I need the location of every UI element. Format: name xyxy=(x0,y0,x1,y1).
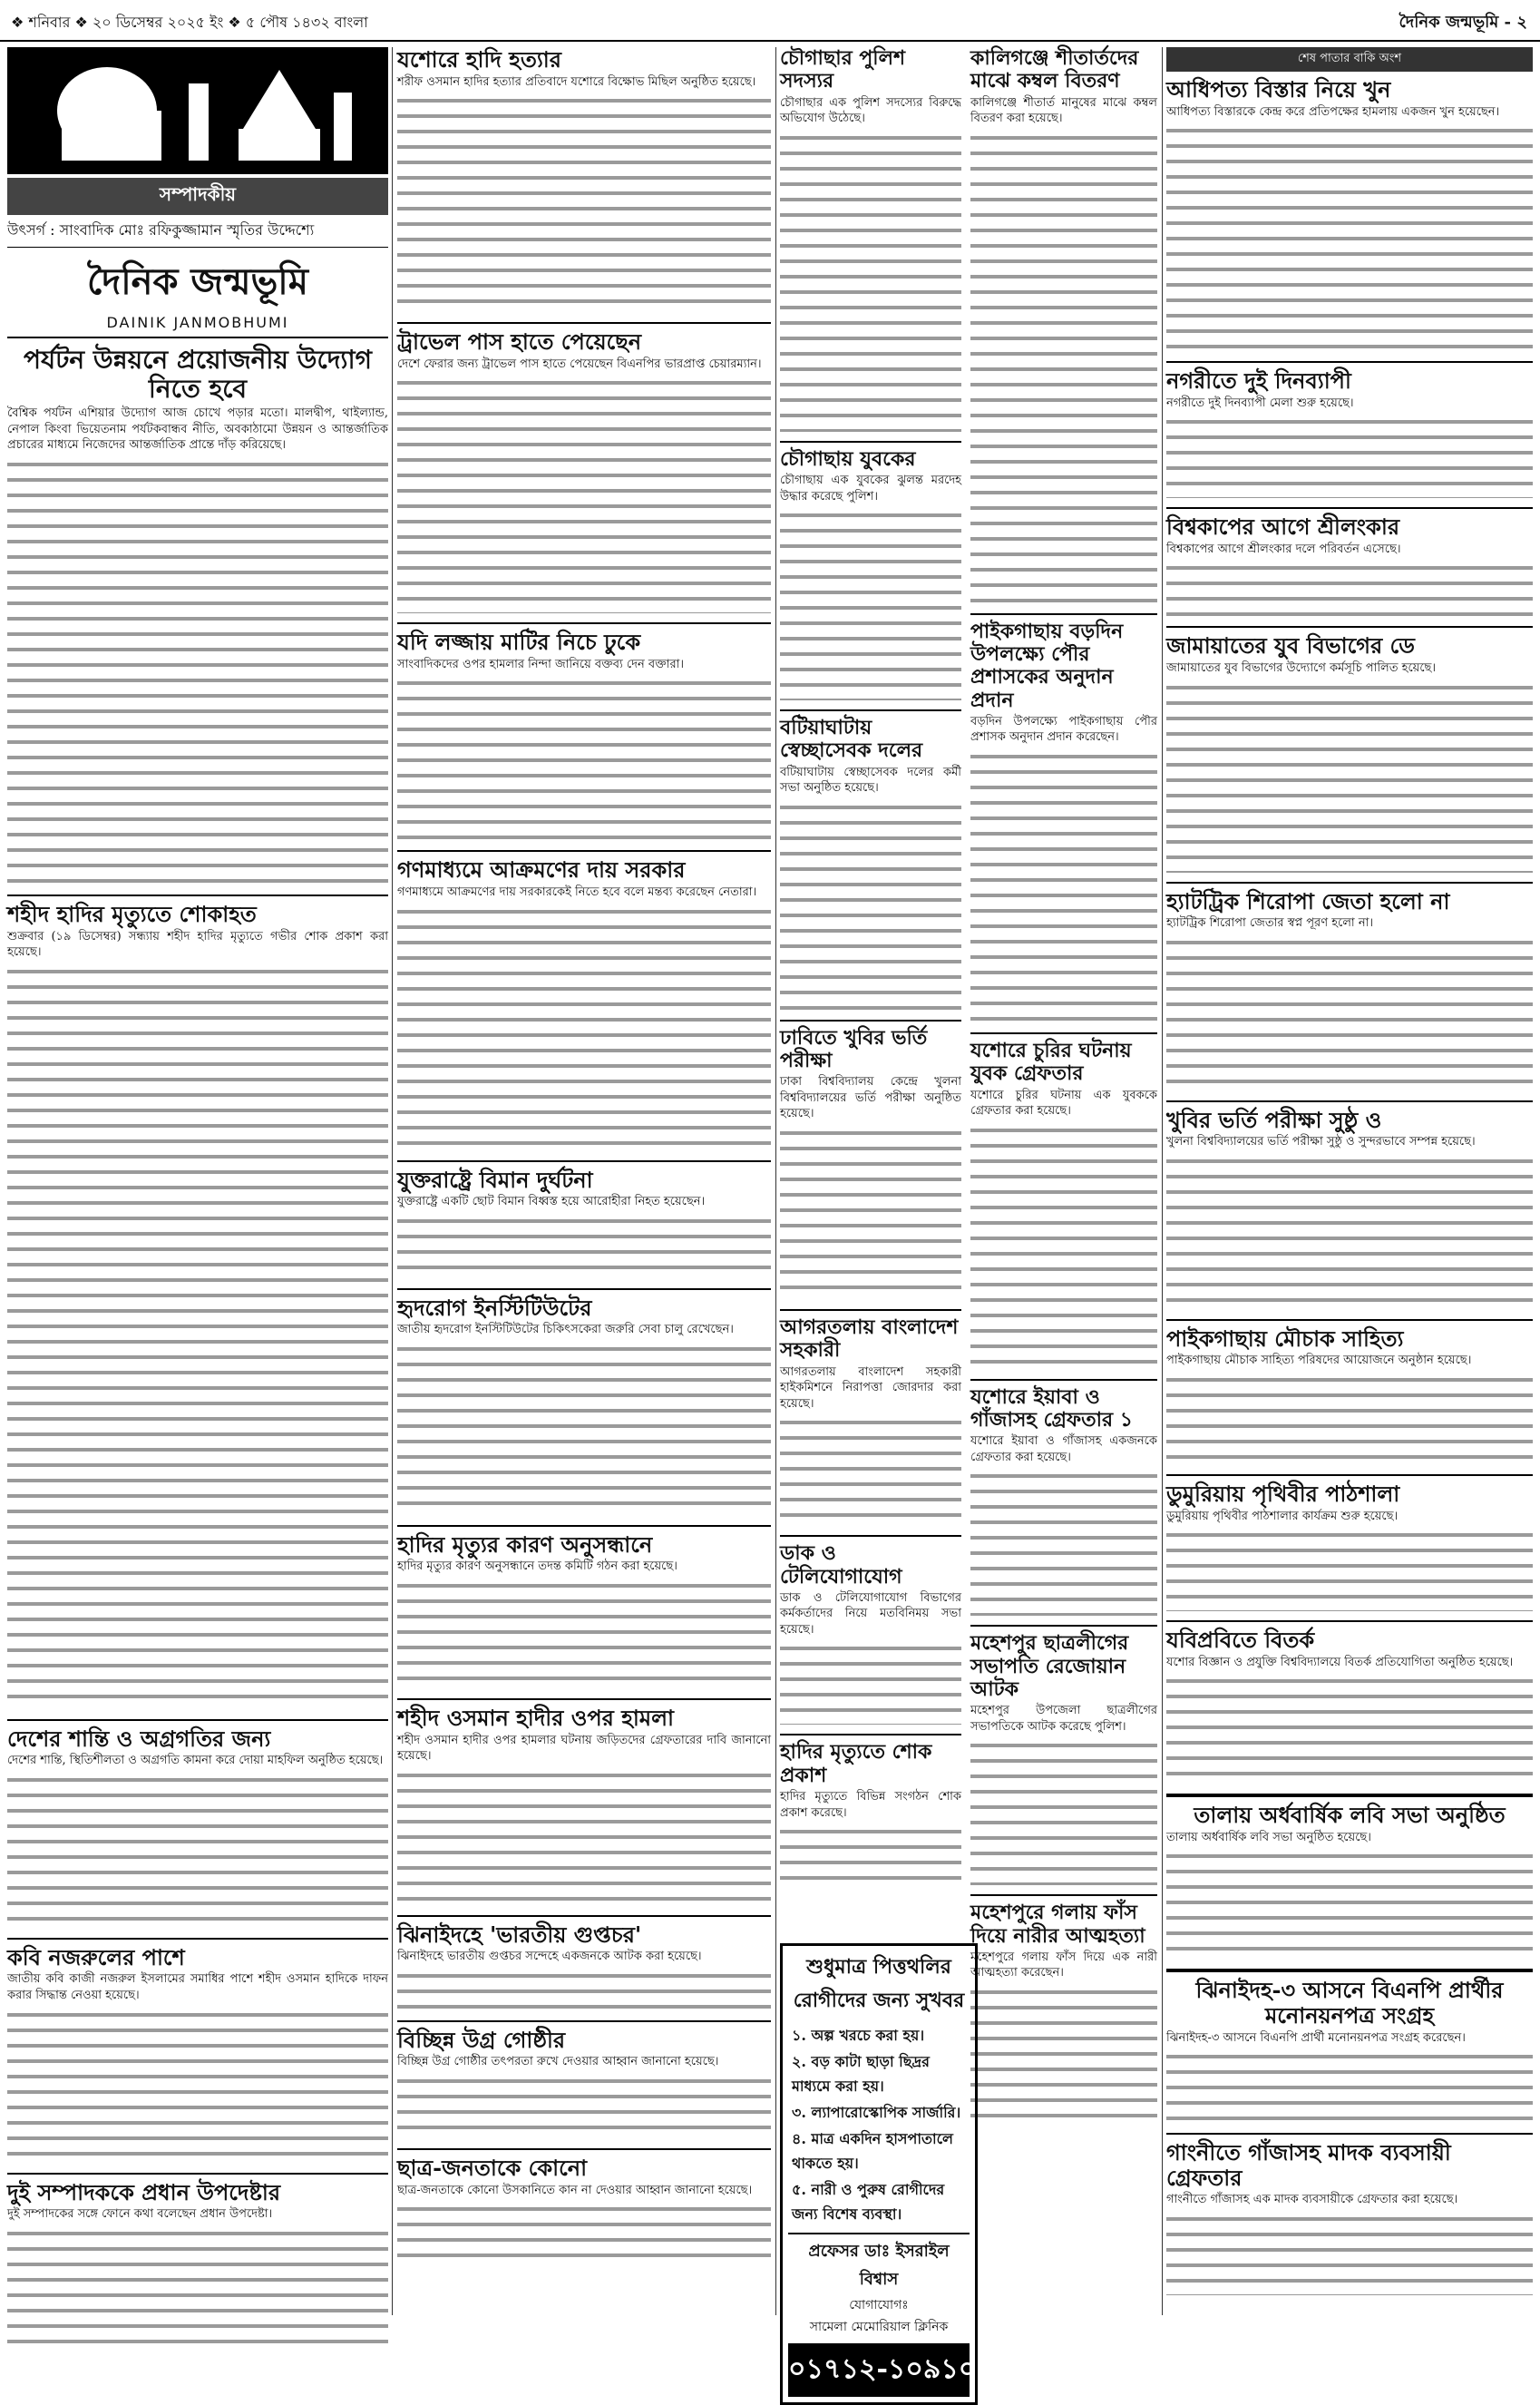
headline: জামায়াতের যুব বিভাগের ডে xyxy=(1166,632,1415,660)
editorial-body xyxy=(7,459,388,885)
article-body xyxy=(397,377,771,613)
headline: তালায় অর্ধবার্ষিক লবি সভা অনুষ্ঠিত xyxy=(1194,1802,1506,1829)
article-lead: জাতীয় হৃদরোগ ইনস্টিটিউটের চিকিৎসকেরা জরুরি সেবা চালু রেখেছেন। xyxy=(397,1323,734,1337)
article-body xyxy=(1166,1851,1533,1960)
column-divider xyxy=(392,47,393,2315)
article-body xyxy=(397,1770,771,1906)
article-body xyxy=(1166,2214,1533,2295)
ad-clinic: সামেলা মেমোরিয়াল ক্লিনিক xyxy=(809,2320,949,2334)
headline: শহীদ হাদির মৃত্যুতে শোকাহত xyxy=(7,901,257,928)
editorial-banner xyxy=(7,47,388,174)
ad-contact-label: যোগাযোগঃ xyxy=(849,2298,909,2312)
article-lead: যশোর বিজ্ঞান ও প্রযুক্তি বিশ্ববিদ্যালয়ে বিতর্ক প্রতিযোগিতা অনুষ্ঠিত হয়েছে। xyxy=(1166,1655,1514,1669)
article-body xyxy=(780,1826,961,1890)
article-lead: যুক্তরাষ্ট্রে একটি ছোট বিমান বিধ্বস্ত হয়ে আরোহীরা নিহত হয়েছেন। xyxy=(397,1195,706,1209)
editorial-label: সম্পাদকীয় xyxy=(7,178,388,215)
ad-doctor: প্রফেসর ডাঃ ইসরাইল বিশ্বাস xyxy=(788,2233,970,2294)
editorial-lead: বৈশ্বিক পর্যটন এশিয়ার উদ্যোগ আজ চোখে পড়ার মতো। মালদ্বীপ, থাইল্যান্ড, নেপাল কিংবা ভিয়েতনাম পর্যটকবান্ধব নীতি, অবকাঠামো উন্নয়ন ও আন্তর্জাতিক প্রচারের মাধ্যমে নিজেদের আন্তর্জাতিক প্রান্তে দাঁড় করিয়েছে। xyxy=(7,406,388,453)
dedication-line: উৎসর্গ : সাংবাদিক মোঃ রফিকুজ্জামান স্মৃতির উদ্দেশ্যে xyxy=(7,215,388,248)
column-divider xyxy=(775,47,776,2315)
article-body xyxy=(780,1643,961,1725)
article-body xyxy=(7,966,388,1710)
ad-item: ৪. মাত্র একদিন হাসপাতালে থাকতে হয়। xyxy=(792,2130,953,2172)
article-lead: আধিপত্য বিস্তারকে কেন্দ্র করে প্রতিপক্ষের হামলায় একজন খুন হয়েছেন। xyxy=(1166,104,1500,119)
headline: পাইকগাছায় বড়দিন উপলক্ষ্যে পৌর প্রশাসকের অনুদান প্রদান xyxy=(970,619,1124,712)
headline: মহেশপুর ছাত্রলীগের সভাপতি রেজোয়ান আটক xyxy=(970,1631,1129,1701)
article-lead: দেশে ফেরার জন্য ট্রাভেল পাস হাতে পেয়েছেন বিএনপির ভারপ্রাপ্ত চেয়ারম্যান। xyxy=(397,357,762,371)
article-lead: শুক্রবার (১৯ ডিসেম্বর) সন্ধ্যায় শহীদ হাদির মৃত্যুতে গভীর শোক প্রকাশ করা হয়েছে। xyxy=(7,929,388,960)
article-body xyxy=(1166,2051,1533,2124)
article-lead: চৌগাছার এক পুলিশ সদস্যের বিরুদ্ধে অভিযোগ উঠেছে। xyxy=(780,95,961,126)
news-column-4 xyxy=(1166,47,1533,2304)
headline: শহীদ ওসমান হাদীর ওপর হামলা xyxy=(397,1704,674,1731)
article-body xyxy=(397,906,771,1151)
headline: মহেশপুরে গলায় ফাঁস দিয়ে নারীর আত্মহত্যা xyxy=(970,1901,1145,1948)
mosque-silhouette-icon xyxy=(7,47,388,174)
headline: পাইকগাছায় মৌচাক সাহিত্য xyxy=(1166,1325,1404,1352)
masthead xyxy=(7,248,388,338)
article-body xyxy=(7,1774,388,1929)
article-body xyxy=(397,2076,771,2139)
ad-item: ৩. ল্যাপারোস্কোপিক সার্জারি। xyxy=(792,2104,961,2121)
headline: নগরীতে দুই দিনব্যাপী xyxy=(1166,367,1351,395)
article-lead: হ্যাটট্রিক শিরোপা জেতার স্বপ্ন পূরণ হলো না। xyxy=(1166,916,1374,931)
article-body xyxy=(397,678,771,841)
article-lead: আগরতলায় বাংলাদেশ সহকারী হাইকমিশনে নিরাপত্তা জোরদার করা হয়েছে। xyxy=(780,1364,961,1411)
editorial-title: পর্যটন উন্নয়নে প্রয়োজনীয় উদ্যোগ নিতে হবে xyxy=(24,345,372,405)
article-body xyxy=(780,1128,961,1300)
ad-item: ৫. নারী ও পুরুষ রোগীদের জন্য বিশেষ ব্যবস্থা। xyxy=(792,2181,945,2223)
article-lead: সাংবাদিকদের ওপর হামলার নিন্দা জানিয়ে বক্তব্য দেন বক্তারা। xyxy=(397,657,685,671)
headline: দেশের শান্তি ও অগ্রগতির জন্য xyxy=(7,1725,271,1752)
article-lead: বিচ্ছিন্ন উগ্র গোষ্ঠীর তৎপরতা রুখে দেওয়ার আহ্বান জানানো হয়েছে। xyxy=(397,2055,719,2069)
continued-label: শেষ পাতার বাকি অংশ xyxy=(1166,47,1533,72)
headline: গাংনীতে গাঁজাসহ মাদক ব্যবসায়ী গ্রেফতার xyxy=(1166,2139,1451,2191)
headline: কালিগঞ্জে শীতার্তদের মাঝে কম্বল বিতরণ xyxy=(970,46,1139,93)
article-lead: ঝিনাইদহে ভারতীয় গুপ্তচর সন্দেহে একজনকে আটক করা হয়েছে। xyxy=(397,1950,702,1964)
headline: যবিপ্রবিতে বিতর্ক xyxy=(1166,1627,1315,1654)
article-body xyxy=(397,1970,771,2011)
article-lead: জাতীয় কবি কাজী নজরুল ইসলামের সমাধির পাশে শহীদ ওসমান হাদিকে দাফন করার সিদ্ধান্ত নেওয়া হয়েছে। xyxy=(7,1972,388,2002)
article-lead: ডাক ও টেলিযোগাযোগ বিভাগের কর্মকর্তাদের নিয়ে মতবিনিময় সভা হয়েছে। xyxy=(780,1590,961,1637)
article-lead: দেশের শান্তি, স্থিতিশীলতা ও অগ্রগতি কামনা করে দোয়া মাহফিল অনুষ্ঠিত হয়েছে। xyxy=(7,1754,384,1768)
masthead-english: DAINIK JANMOBHUMI xyxy=(106,314,289,331)
issue-date: ❖ শনিবার ❖ ২০ ডিসেম্বর ২০২৫ ইং ❖ ৫ পৌষ ১৪৩২ বাংলা xyxy=(11,14,368,31)
article-lead: নগরীতে দুই দিনব্যাপী মেলা শুরু হয়েছে। xyxy=(1166,396,1354,410)
article-lead: যশোরে ইয়াবা ও গাঁজাসহ একজনকে গ্রেফতার করা হয়েছে। xyxy=(970,1434,1157,1464)
article-lead: বিশ্বকাপের আগে শ্রীলংকার দলে পরিবর্তন এসেছে। xyxy=(1166,542,1401,556)
article-body xyxy=(780,510,961,700)
article-body xyxy=(970,1987,1157,2123)
article-lead: হাদির মৃত্যুর কারণ অনুসন্ধানে তদন্ত কমিটি গঠন করা হয়েছে। xyxy=(397,1559,677,1574)
column-divider xyxy=(1162,47,1163,2315)
article-lead: বটিয়াঘাটায় স্বেচ্ছাসেবক দলের কর্মী সভা অনুষ্ঠিত হয়েছে। xyxy=(780,765,961,796)
article-body xyxy=(397,1344,771,1516)
headline: বিশ্বকাপের আগে শ্রীলংকার xyxy=(1166,513,1400,541)
ad-title: শুধুমাত্র পিত্তথলির রোগীদের জন্য সুখবর xyxy=(793,1955,965,2012)
ad-phone: ০১৭১২-১০৯১০০ xyxy=(788,2343,970,2397)
article-lead: গণমাধ্যমে আক্রমণের দায় সরকারকেই নিতে হবে বলে মন্তব্য করেছেন নেতারা। xyxy=(397,885,757,900)
article-lead: শরীফ ওসমান হাদির হত্যার প্রতিবাদে যশোরে বিক্ষোভ মিছিল অনুষ্ঠিত হয়েছে। xyxy=(397,74,756,89)
headline: চৌগাছার পুলিশ সদস্যর xyxy=(780,46,905,93)
headline: হ্যাটট্রিক শিরোপা জেতা হলো না xyxy=(1166,887,1450,914)
headline: যশোরে ইয়াবা ও গাঁজাসহ গ্রেফতার ১ xyxy=(970,1384,1134,1432)
article-lead: তালায় অর্ধবার্ষিক লবি সভা অনুষ্ঠিত হয়েছে। xyxy=(1166,1830,1371,1844)
article-lead: মহেশপুর উপজেলা ছাত্রলীগের সভাপতিকে আটক করেছে পুলিশ। xyxy=(970,1704,1157,1734)
headline: ঝিনাইদহ-৩ আসনে বিএনপি প্রার্থীর মনোনয়নপত্র সংগ্রহ xyxy=(1195,1977,1504,2029)
article-body xyxy=(780,802,961,1011)
headline: হাদির মৃত্যুতে শোক প্রকাশ xyxy=(780,1740,932,1787)
headline: ডাক ও টেলিযোগাযোগ xyxy=(780,1541,902,1589)
article-lead: পাইকগাছায় মৌচাক সাহিত্য পরিষদের আয়োজনে অনুষ্ঠান হয়েছে। xyxy=(1166,1354,1472,1368)
article-body xyxy=(1166,562,1533,617)
ad-item: ২. বড় কাটা ছাড়া ছিদ্রর মাধ্যমে করা হয়। xyxy=(792,2053,930,2095)
headline: আধিপত্য বিস্তার নিয়ে খুন xyxy=(1166,76,1391,103)
article-lead: যশোরে চুরির ঘটনায় এক যুবককে গ্রেফতার করা হয়েছে। xyxy=(970,1088,1157,1119)
article-lead: বড়দিন উপলক্ষ্যে পাইকগাছায় পৌর প্রশাসক অনুদান প্রদান করেছেন। xyxy=(970,714,1157,745)
article-body xyxy=(970,1125,1157,1370)
clinic-advertisement xyxy=(780,1943,994,2405)
article-body xyxy=(1166,416,1533,498)
article-lead: শহীদ ওসমান হাদীর ওপর হামলার ঘটনায় জড়িতদের গ্রেফতারের দাবি জানানো হয়েছে। xyxy=(397,1733,771,1764)
article-lead: ঢাকা বিশ্ববিদ্যালয় কেন্দ্রে খুলনা বিশ্ববিদ্যালয়ের ভর্তি পরীক্ষা অনুষ্ঠিত হয়েছে। xyxy=(780,1075,961,1121)
article-lead: কালিগঞ্জে শীতার্ত মানুষের মাঝে কম্বল বিতরণ করা হয়েছে। xyxy=(970,95,1157,126)
headline: যশোরে চুরির ঘটনায় যুবক গ্রেফতার xyxy=(970,1038,1132,1086)
article-body xyxy=(970,132,1157,604)
article-body xyxy=(1166,937,1533,1091)
page-header xyxy=(0,0,1540,42)
article-lead: দুই সম্পাদকের সঙ্গে ফোনে কথা বলেছেন প্রধান উপদেষ্টা। xyxy=(7,2207,273,2222)
article-body xyxy=(397,2204,771,2258)
headline: চৌগাছায় যুবকের xyxy=(780,446,916,471)
article-lead: ছাত্র-জনতাকে কোনো উসকানিতে কান না দেওয়ার আহ্বান জানানো হয়েছে। xyxy=(397,2183,753,2197)
article-body xyxy=(397,1216,771,1279)
headline: ডুমুরিয়ায় পৃথিবীর পাঠশালা xyxy=(1166,1480,1400,1507)
article-body xyxy=(780,1417,961,1526)
article-body xyxy=(1166,1374,1533,1465)
article-lead: ডুমুরিয়ায় পৃথিবীর পাঠশালার কার্যক্রম শুরু হয়েছে। xyxy=(1166,1509,1399,1523)
headline: বিচ্ছিন্ন উগ্র গোষ্ঠীর xyxy=(397,2026,566,2053)
article-body xyxy=(970,1471,1157,1616)
headline: কবি নজরুলের পাশে xyxy=(7,1943,185,1970)
article-body xyxy=(7,2228,388,2355)
article-body xyxy=(1166,125,1533,352)
news-column-2 xyxy=(397,47,771,2267)
article-body xyxy=(7,2009,388,2164)
headline: হৃদরোগ ইনস্টিটিউটের xyxy=(397,1294,592,1321)
article-body xyxy=(970,1740,1157,1885)
article-lead: গাংনীতে গাঁজাসহ এক মাদক ব্যবসায়ীকে গ্রেফতার করা হয়েছে। xyxy=(1166,2193,1458,2207)
headline: দুই সম্পাদককে প্রধান উপদেষ্টার xyxy=(7,2178,281,2205)
article-body xyxy=(970,751,1157,1023)
article-lead: জামায়াতের যুব বিভাগের উদ্যোগে কর্মসূচি পালিত হয়েছে। xyxy=(1166,661,1437,676)
article-lead: হাদির মৃত্যুতে বিভিন্ন সংগঠন শোক প্রকাশ করেছে। xyxy=(780,1790,961,1820)
article-body xyxy=(1166,682,1533,873)
article-body xyxy=(780,132,961,432)
headline: গণমাধ্যমে আক্রমণের দায় সরকার xyxy=(397,856,686,884)
headline: ছাত্র-জনতাকে কোনো xyxy=(397,2154,588,2181)
article-lead: মহেশপুরে গলায় ফাঁস দিয়ে এক নারী আত্মহত্যা করেছেন। xyxy=(970,1950,1157,1980)
article-body xyxy=(1166,1156,1533,1310)
headline: যদি লজ্জায় মাটির নিচে ঢুকে xyxy=(397,629,641,656)
headline: যুক্তরাষ্ট্রে বিমান দুর্ঘটনা xyxy=(397,1166,593,1193)
headline: বটিয়াঘাটায় স্বেচ্ছাসেবক দলের xyxy=(780,716,923,763)
masthead-bangla: দৈনিক জন্মভূমি xyxy=(87,260,308,303)
article-body xyxy=(397,95,771,313)
headline: ঢাবিতে খুবির ভর্তি পরীক্ষা xyxy=(780,1025,928,1073)
headline: হাদির মৃত্যুর কারণ অনুসন্ধানে xyxy=(397,1530,653,1558)
headline: আগরতলায় বাংলাদেশ সহকারী xyxy=(780,1315,959,1363)
headline: ঝিনাইদহে 'ভারতীয় গুপ্তচর' xyxy=(397,1921,642,1948)
article-lead: খুলনা বিশ্ববিদ্যালয়ের ভর্তি পরীক্ষা সুষ্ঠু ও সুন্দরভাবে সম্পন্ন হয়েছে। xyxy=(1166,1135,1476,1149)
article-body xyxy=(397,1580,771,1689)
ad-item: ১. অল্প খরচে করা হয়। xyxy=(792,2027,925,2044)
headline: যশোরে হাদি হত্যার xyxy=(397,46,561,73)
article-body xyxy=(1166,1530,1533,1611)
article-lead: চৌগাছায় এক যুবকের ঝুলন্ত মরদেহ উদ্ধার করেছে পুলিশ। xyxy=(780,473,961,503)
editorial-column xyxy=(7,47,388,2364)
headline: ট্রাভেল পাস হাতে পেয়েছেন xyxy=(397,328,642,356)
article-lead: ঝিনাইদহ-৩ আসনে বিএনপি প্রার্থী মনোনয়নপত্র সংগ্রহ করেছেন। xyxy=(1166,2030,1466,2045)
article-body xyxy=(1166,1676,1533,1784)
page-label: দৈনিক জন্মভূমি - ২ xyxy=(1399,13,1527,32)
headline: খুবির ভর্তি পরীক্ষা সুষ্ঠু ও xyxy=(1166,1106,1382,1133)
